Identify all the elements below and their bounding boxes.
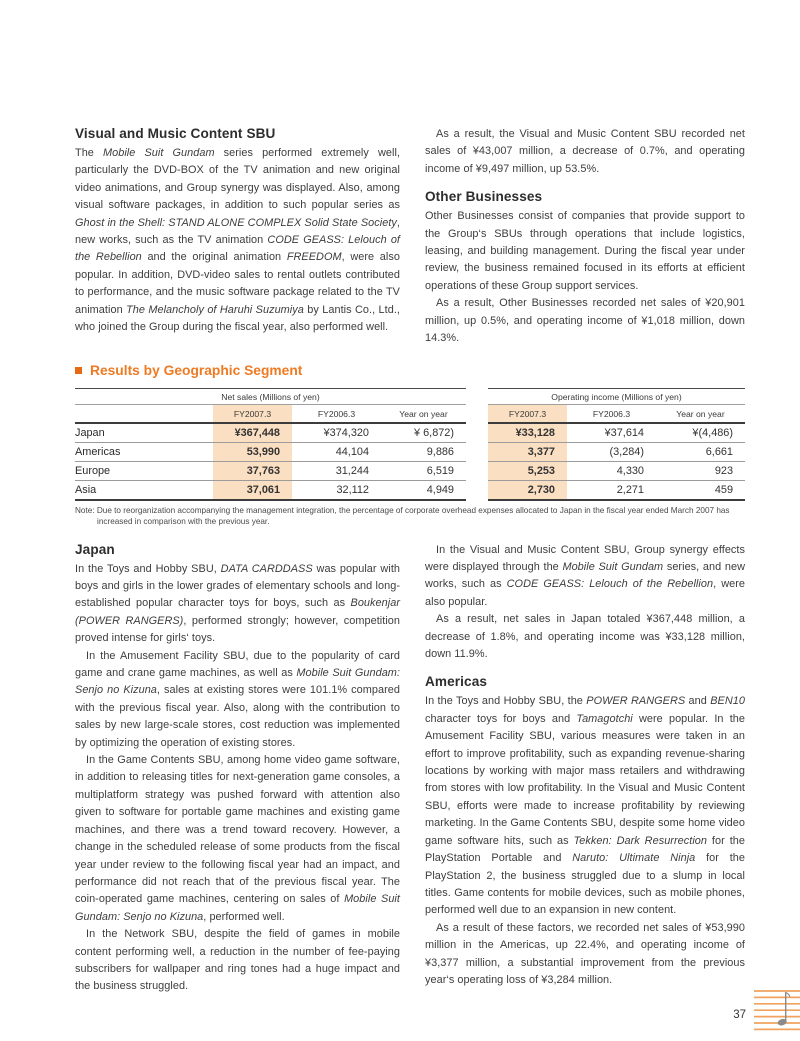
table-cell: 37,763	[213, 462, 292, 481]
paragraph: As a result of these factors, we recorded net sales of ¥53,990 million in the Americas, up 22.4%, and operating income of ¥3,377 million, a substantial improvement from the previous year‘s operating loss of ¥3,284 million.	[425, 921, 745, 986]
table-header-cell: Year on year	[656, 405, 745, 424]
paragraph: In the Amusement Facility SBU, due to the popularity of card game and crane game machines, as well as Mobile Suit Gundam: Senjo no Kizuna, sales at existing stores were 101.1% compared with the previous fiscal year. Also, along with the contribution to sales by new large-scale stores, cost reduction was implemented by optimizing the operation of existing stores.	[75, 649, 400, 749]
table-header-cell: FY2007.3	[488, 405, 567, 424]
table-cell: 5,253	[488, 462, 567, 481]
table-header-cell	[75, 405, 213, 424]
table-cell: ¥367,448	[213, 424, 292, 443]
table-row-label: Asia	[75, 481, 213, 501]
column-gap	[466, 462, 488, 481]
table-group-header-net-sales: Net sales (Millions of yen)	[75, 388, 466, 405]
table-cell: 6,661	[656, 443, 745, 462]
table-cell: 4,949	[381, 481, 466, 501]
paragraph: In the Visual and Music Content SBU, Group synergy effects were displayed through the Mobile Suit Gundam series, and new works, such as CODE GEASS: Lelouch of the Rebellion, were also popular.	[425, 543, 745, 608]
table-cell: 6,519	[381, 462, 466, 481]
top-section	[75, 126, 745, 350]
column-americas	[425, 542, 745, 996]
table-cell: 3,377	[488, 443, 567, 462]
table-row-label: Europe	[75, 462, 213, 481]
table-cell: ¥374,320	[292, 424, 381, 443]
table-cell: ¥37,614	[567, 424, 656, 443]
geo-segment-heading	[75, 363, 745, 378]
paragraph: In the Network SBU, despite the field of games in mobile content performing well, a reduction in the number of fee-paying subscribers for wallpaper and ring tones had a huge impact and the business struggled.	[75, 928, 400, 993]
table-cell: 31,244	[292, 462, 381, 481]
table-cell: 2,730	[488, 481, 567, 501]
column-gap	[466, 443, 488, 462]
geo-segment-heading-label: Results by Geographic Segment	[90, 363, 303, 378]
heading-visual-music-sbu: Visual and Music Content SBU	[75, 126, 276, 141]
table-cell: 37,061	[213, 481, 292, 501]
table-cell: 4,330	[567, 462, 656, 481]
paragraph: As a result, the Visual and Music Content SBU recorded net sales of ¥43,007 million, a decrease of 0.7%, and operating income of ¥9,497 million, up 53.5%.	[425, 128, 745, 175]
table-cell: 44,104	[292, 443, 381, 462]
table-note-label: Note:	[75, 506, 95, 515]
column-other-businesses	[425, 126, 745, 350]
heading-other-businesses: Other Businesses	[425, 189, 543, 205]
column-japan	[75, 542, 400, 996]
heading-americas: Americas	[425, 674, 488, 690]
table-cell: (3,284)	[567, 443, 656, 462]
table-note-text: Due to reorganization accompanying the management integration, the percentage of corporate overhead expenses allocated to Japan in the fiscal year ended March 2007 has increased in comparison with the previous year.	[96, 506, 730, 526]
page-content	[75, 126, 745, 996]
table-cell: ¥33,128	[488, 424, 567, 443]
table-cell: 459	[656, 481, 745, 501]
paragraph: In the Toys and Hobby SBU, DATA CARDDASS was popular with boys and girls in the lower grades of elementary schools and long-established popular character toys for boys, such as Boukenjar (POWER RANGERS), performed strongly; however, competition proved intense for girls‘ toys.	[75, 562, 401, 645]
paragraph: As a result, net sales in Japan totaled ¥367,448 million, a decrease of 1.8%, and operating income was ¥33,128 million, down 11.9%.	[425, 613, 745, 661]
table-group-header-operating-income: Operating income (Millions of yen)	[488, 388, 745, 405]
table-note	[75, 506, 745, 528]
music-staff-icon	[754, 988, 800, 1034]
table-header-cell: FY2006.3	[567, 405, 656, 424]
table-header-cell: Year on year	[381, 405, 466, 424]
column-gap	[466, 388, 488, 405]
column-gap	[466, 405, 488, 424]
paragraph: In the Toys and Hobby SBU, the POWER RANGERS and BEN10 character toys for boys and Tamagotchi were popular. In the Amusement Facility SBU, various measures were taken in an effort to improve profitability, such as expanding revenue-sharing locations by working with major mass retailers and withdrawing from stores with low profitability. In the Visual and Music Content SBU, efforts were made to increase profitability by reviewing marketing. In the Game Contents SBU, despite some home video game software hits, such as Tekken: Dark Resurrection for the PlayStation Portable and Naruto: Ultimate Ninja for the PlayStation 2, the business struggled due to a slump in local titles. Game contents for mobile devices, such as mobile phones, performed well due to an expansion in new content.	[425, 695, 745, 917]
table-cell: 53,990	[213, 443, 292, 462]
paragraph: Other Businesses consist of companies that provide support to the Group‘s SBUs through operations that include logistics, leasing, and building management. During the fiscal year under review, the business remained focused in its efforts at efficient operations of these Group support services.	[425, 210, 745, 292]
heading-japan: Japan	[75, 541, 115, 557]
table-cell: 32,112	[292, 481, 381, 501]
table-cell: 923	[656, 462, 745, 481]
square-bullet-icon	[75, 367, 82, 374]
table-cell: ¥ 6,872)	[381, 424, 466, 443]
table-cell: 2,271	[567, 481, 656, 501]
table-header-cell: FY2006.3	[292, 405, 381, 424]
geo-segment-table	[75, 388, 745, 501]
table-row-label: Japan	[75, 424, 213, 443]
bottom-section	[75, 542, 745, 996]
table-cell: 9,886	[381, 443, 466, 462]
column-visual-music	[75, 126, 400, 350]
page-number: 37	[733, 1009, 746, 1021]
paragraph: In the Game Contents SBU, among home video game software, in addition to releasing titles for next-generation game consoles, a multiplatform strategy was pushed forward with attention also given to software for portable game machines and existing game machines, and there was a trend toward recovery. However, a change in the scheduled release of some products from the fiscal year under review to the following fiscal year had an impact, and performance did not reach that of the previous fiscal year. The coin-operated game machines, centering on sales of Mobile Suit Gundam: Senjo no Kizuna, performed well.	[75, 754, 400, 923]
table-header-cell: FY2007.3	[213, 405, 292, 424]
column-gap	[466, 481, 488, 501]
table-cell: ¥(4,486)	[656, 424, 745, 443]
paragraph: As a result, Other Businesses recorded net sales of ¥20,901 million, up 0.5%, and operating income of ¥1,018 million, down 14.3%.	[425, 297, 745, 345]
table-row-label: Americas	[75, 443, 213, 462]
column-gap	[466, 424, 488, 443]
paragraph: The Mobile Suit Gundam series performed extremely well, particularly the DVD-BOX of the TV animation and new original video animations, and Group synergy was displayed. Also, among visual software packages, in addition to such popular series as Ghost in the Shell: STAND ALONE COMPLEX Solid State Society, new works, such as the TV animation CODE GEASS: Lelouch of the Rebellion and the original animation FREEDOM, were also popular. In addition, DVD-video sales to rental outlets contributed to performance, and the music software package related to the TV animation The Melancholy of Haruhi Suzumiya by Lantis Co., Ltd., who joined the Group during the fiscal year, also performed well.	[75, 147, 401, 334]
